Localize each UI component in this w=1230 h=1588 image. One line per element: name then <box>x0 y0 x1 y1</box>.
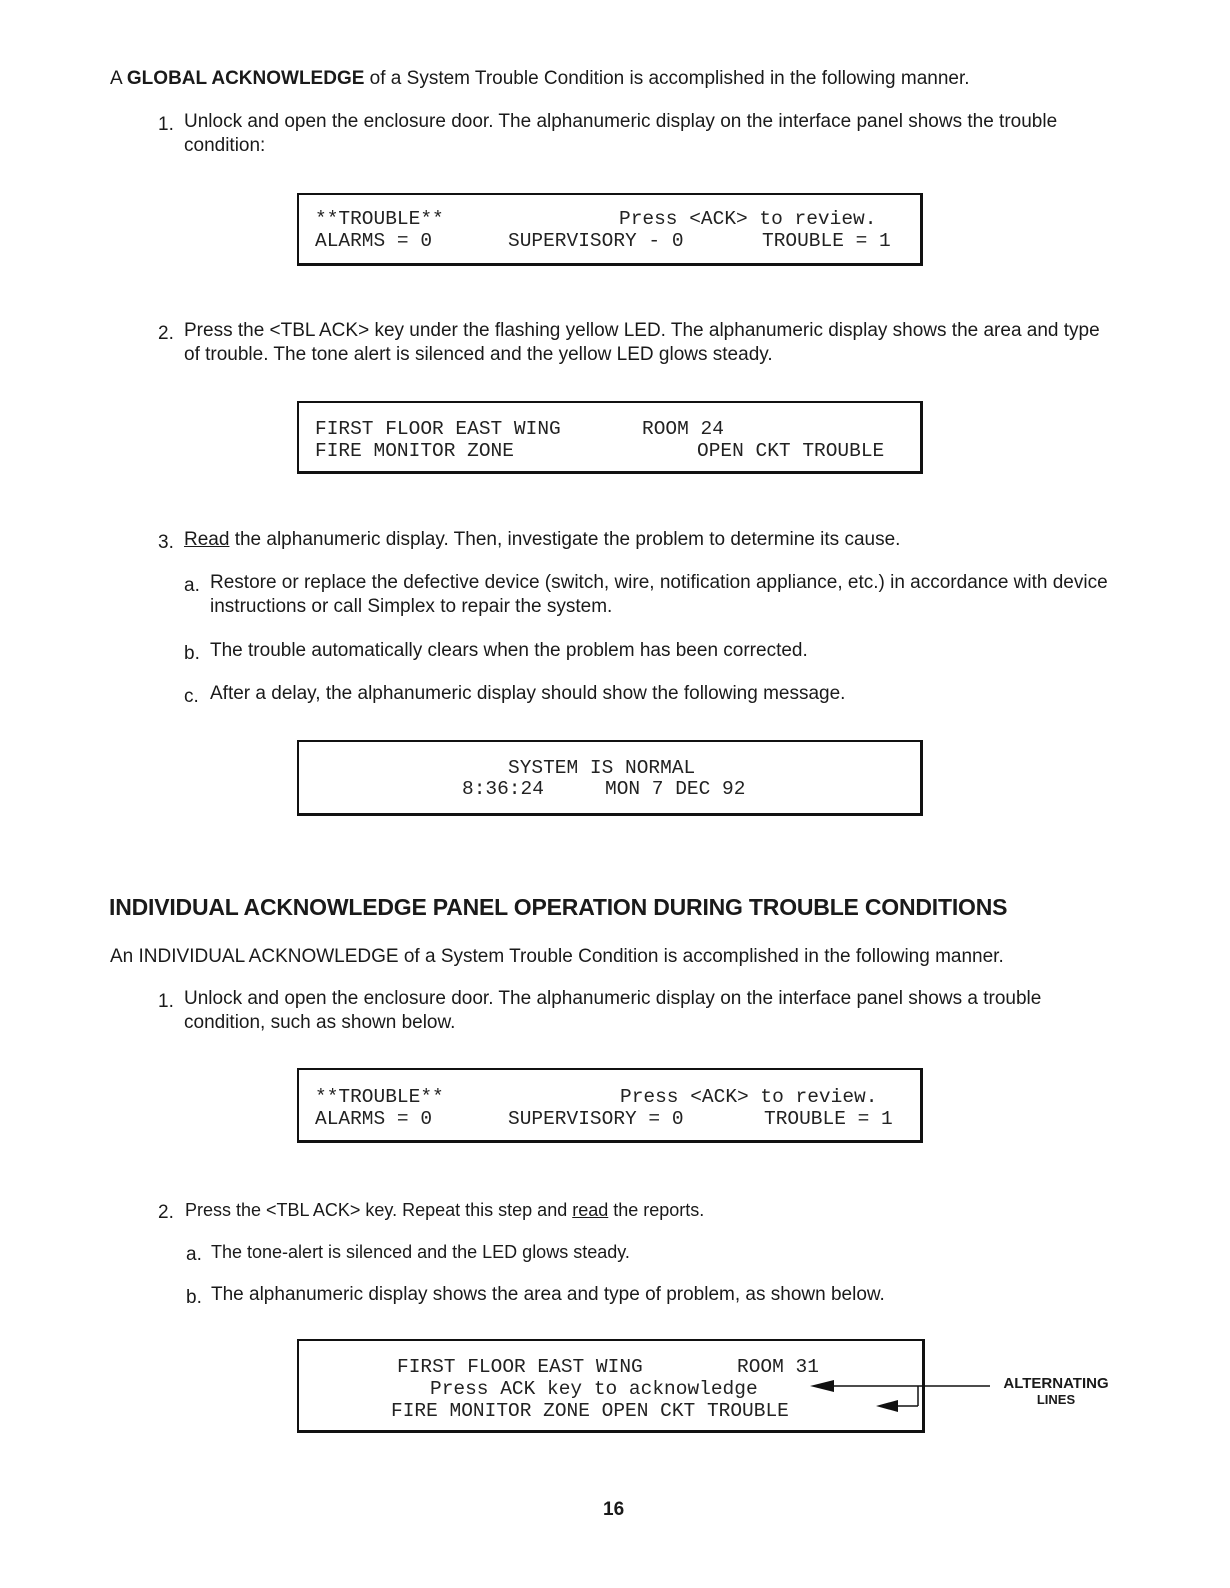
lcd-display-normal <box>297 740 923 816</box>
callout-line-1: ALTERNATING <box>1003 1375 1109 1392</box>
lcd-line: Press ACK key to acknowledge <box>430 1378 758 1400</box>
lcd-line: **TROUBLE** <box>315 1086 444 1108</box>
step-text: Unlock and open the enclosure door. The alphanumeric display on the interface panel shows the trouble condition: <box>184 111 1058 156</box>
step-number: 1. <box>158 114 174 135</box>
intro-rest: of a System Trouble Condition is accomplished in the following manner. <box>364 68 970 89</box>
substep-letter: a. <box>184 575 200 596</box>
section-intro: An INDIVIDUAL ACKNOWLEDGE of a System Trouble Condition is accomplished in the following manner. <box>110 946 1004 967</box>
substep-text: Restore or replace the defective device (switch, wire, notification appliance, etc.) in accordance with device instructions or call Simplex to repair the system. <box>210 572 1108 617</box>
lcd-line: TROUBLE = 1 <box>764 1108 893 1130</box>
lcd-line: ALARMS = 0 <box>315 230 433 252</box>
section-heading: INDIVIDUAL ACKNOWLEDGE PANEL OPERATION DURING TROUBLE CONDITIONS <box>109 894 1008 920</box>
lcd-line: 8:36:24 <box>462 778 544 800</box>
lcd-line: FIRST FLOOR EAST WING <box>397 1356 643 1378</box>
substep-letter: a. <box>186 1244 202 1265</box>
lcd-display-trouble <box>297 193 923 266</box>
lcd-line: MON 7 DEC 92 <box>605 778 746 800</box>
lcd-line: ALARMS = 0 <box>315 1108 433 1130</box>
step-text: Unlock and open the enclosure door. The alphanumeric display on the interface panel shows a trouble condition, such as shown below. <box>184 988 1042 1033</box>
callout-line-2: LINES <box>1036 1392 1076 1407</box>
step-text-rest: the alphanumeric display. Then, investigate the problem to determine its cause. <box>229 529 901 550</box>
step-text-pre: Press the <TBL ACK> key. Repeat this step and <box>185 1200 573 1220</box>
lcd-line: SUPERVISORY - 0 <box>508 230 684 252</box>
step-text <box>185 1198 704 1222</box>
lcd-line: SUPERVISORY = 0 <box>508 1108 684 1130</box>
step-text-post: the reports. <box>608 1200 705 1220</box>
substep-letter: c. <box>184 686 199 707</box>
intro-prefix: A <box>110 68 127 89</box>
lcd-line: FIRE MONITOR ZONE <box>315 440 514 462</box>
lcd-line: ROOM 31 <box>737 1356 819 1378</box>
lcd-line: **TROUBLE** <box>315 208 444 230</box>
alternating-lines-label <box>997 1376 1115 1408</box>
lcd-line: Press <ACK> to review. <box>619 208 877 230</box>
substep-text: The trouble automatically clears when the problem has been corrected. <box>210 640 808 661</box>
lcd-line: FIRE MONITOR ZONE OPEN CKT TROUBLE <box>391 1400 789 1422</box>
substep-letter: b. <box>186 1287 202 1308</box>
global-intro <box>110 67 970 91</box>
step-number: 1. <box>158 991 174 1012</box>
lcd-line: TROUBLE = 1 <box>762 230 891 252</box>
page-number: 16 <box>603 1499 625 1520</box>
step-number: 2. <box>158 1202 174 1223</box>
step-number: 2. <box>158 323 174 344</box>
substep-text: After a delay, the alphanumeric display should show the following message. <box>210 683 846 704</box>
underlined-word: read <box>572 1200 609 1220</box>
arrow-head-top-icon <box>810 1380 834 1392</box>
alternating-lines-arrows <box>800 1370 1000 1420</box>
lcd-line: SYSTEM IS NORMAL <box>508 757 696 779</box>
substep-letter: b. <box>184 643 200 664</box>
substep-text: The alphanumeric display shows the area and type of problem, as shown below. <box>211 1284 885 1305</box>
lcd-display-area <box>297 401 923 474</box>
step-text <box>184 528 900 552</box>
underlined-word: Read <box>184 529 230 550</box>
step-number: 3. <box>158 532 174 553</box>
substep-text: The tone-alert is silenced and the LED glows steady. <box>211 1242 630 1262</box>
step-text: Press the <TBL ACK> key under the flashing yellow LED. The alphanumeric display shows the area and type of trouble. The tone alert is silenced and the yellow LED glows steady. <box>184 320 1100 365</box>
lcd-line: ROOM 24 <box>642 418 724 440</box>
lcd-line: OPEN CKT TROUBLE <box>697 440 885 462</box>
lcd-line: FIRST FLOOR EAST WING <box>315 418 561 440</box>
lcd-line: Press <ACK> to review. <box>620 1086 878 1108</box>
arrow-head-bottom-icon <box>876 1400 898 1412</box>
intro-bold: GLOBAL ACKNOWLEDGE <box>126 68 365 89</box>
lcd-display-trouble-2 <box>297 1068 923 1143</box>
